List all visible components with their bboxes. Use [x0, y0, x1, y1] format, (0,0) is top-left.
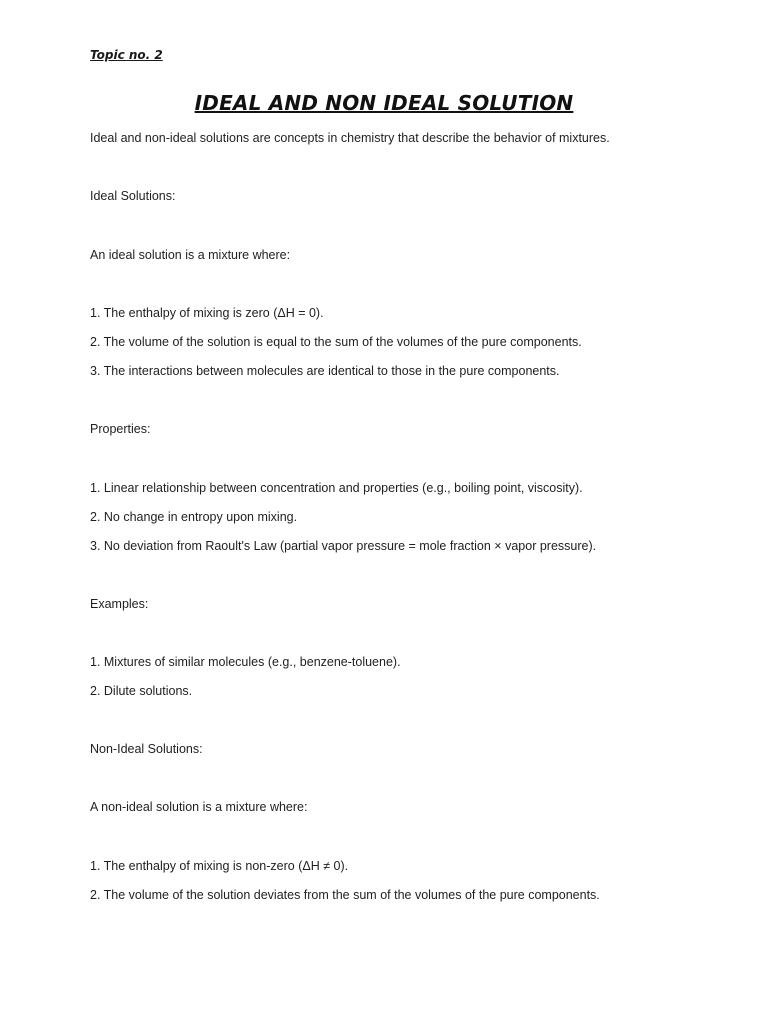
properties-heading: Properties: — [90, 422, 151, 436]
ideal-heading: Ideal Solutions: — [90, 189, 176, 203]
non-ideal-point-1: 1. The enthalpy of mixing is non-zero (ΔH ≠ 0). — [90, 859, 349, 873]
example-2: 2. Dilute solutions. — [90, 684, 193, 698]
example-1: 1. Mixtures of similar molecules (e.g., benzene-toluene). — [90, 655, 401, 669]
property-1: 1. Linear relationship between concentration and properties (e.g., boiling point, viscosity). — [90, 481, 583, 495]
examples-heading: Examples: — [90, 597, 149, 611]
document-title: IDEAL AND NON IDEAL SOLUTION — [194, 91, 574, 115]
property-3: 3. No deviation from Raoult's Law (partial vapor pressure = mole fraction × vapor pressure). — [90, 539, 597, 553]
ideal-definition: An ideal solution is a mixture where: — [90, 248, 291, 262]
property-2: 2. No change in entropy upon mixing. — [90, 510, 298, 524]
ideal-point-1: 1. The enthalpy of mixing is zero (ΔH = 0). — [90, 306, 324, 320]
non-ideal-point-2: 2. The volume of the solution deviates from the sum of the volumes of the pure components. — [90, 888, 600, 902]
ideal-point-3: 3. The interactions between molecules are identical to those in the pure components. — [90, 364, 560, 378]
ideal-point-2: 2. The volume of the solution is equal to the sum of the volumes of the pure components. — [90, 335, 582, 349]
intro-paragraph: Ideal and non-ideal solutions are concepts in chemistry that describe the behavior of mixtures. — [90, 131, 610, 145]
non-ideal-heading: Non-Ideal Solutions: — [90, 742, 203, 756]
non-ideal-definition: A non-ideal solution is a mixture where: — [90, 800, 308, 814]
topic-label: Topic no. 2 — [90, 48, 163, 62]
